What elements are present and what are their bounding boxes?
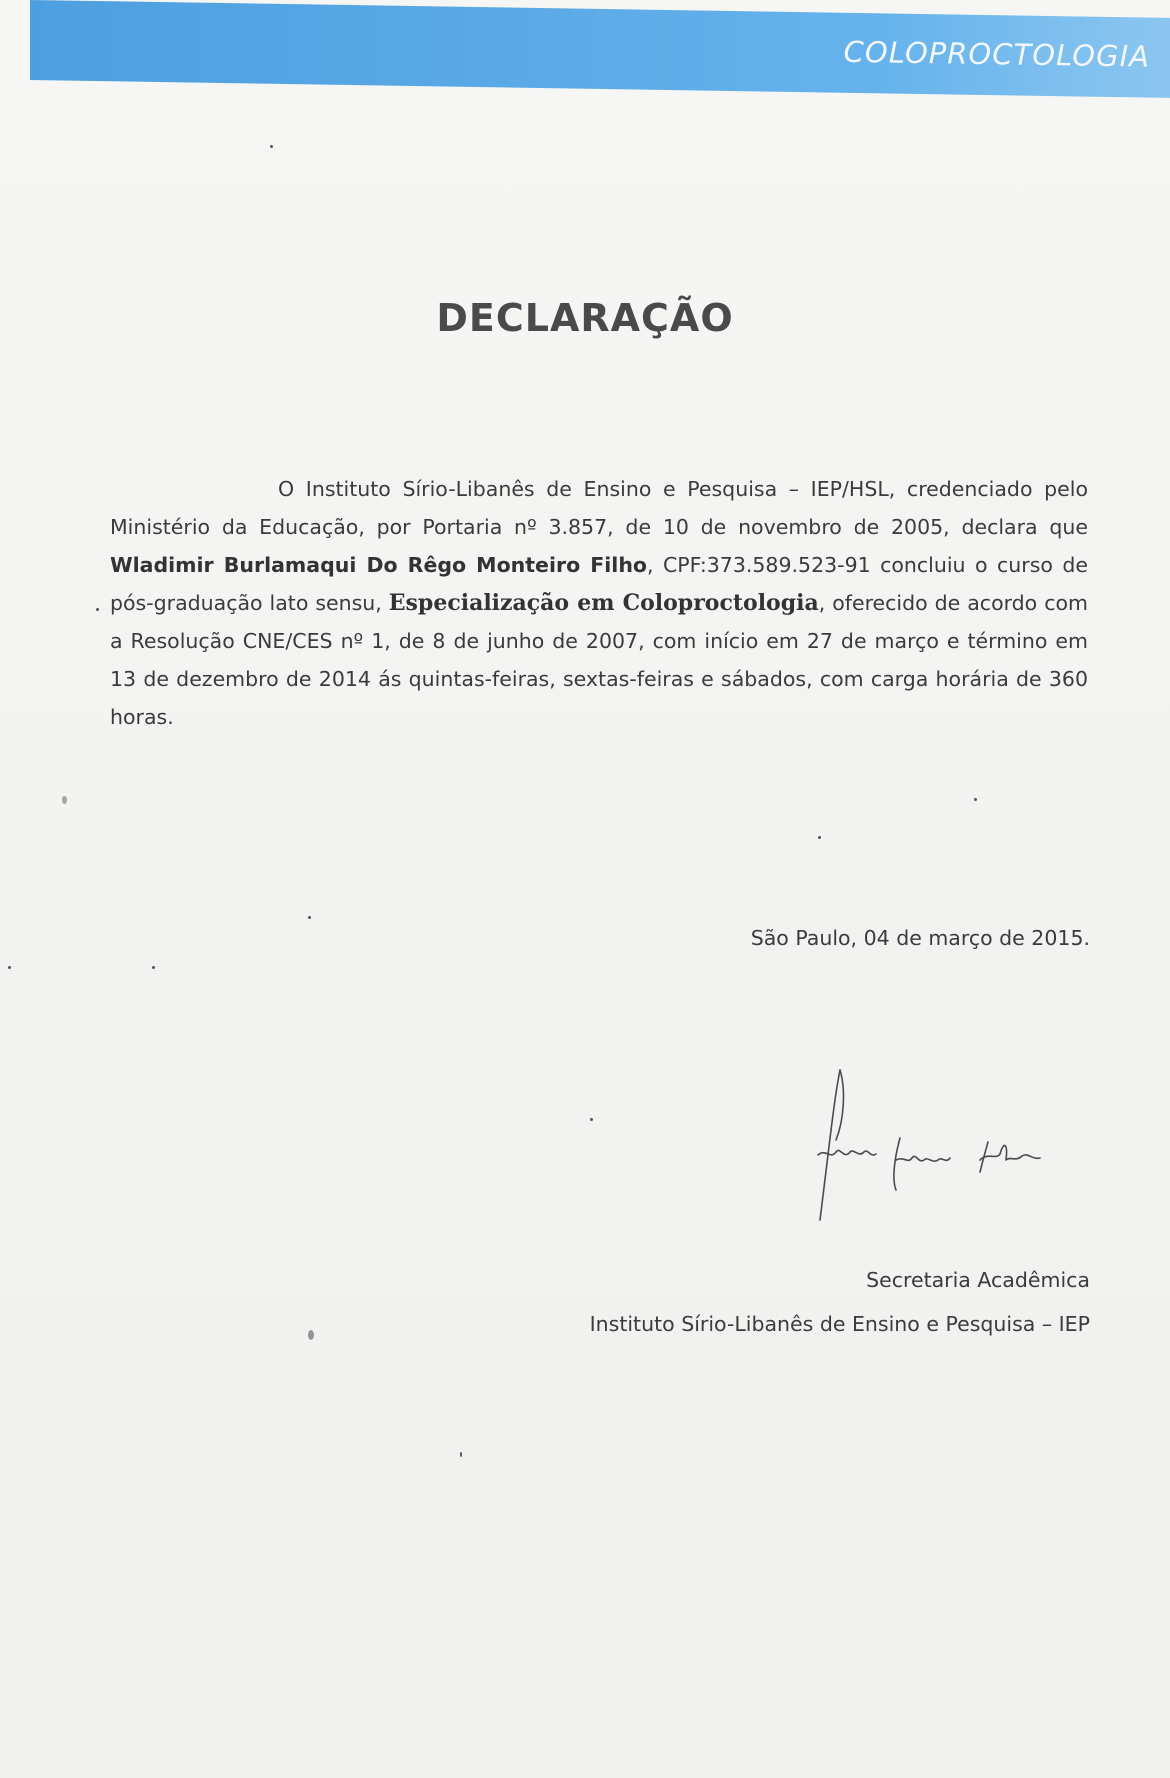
paper-speck bbox=[152, 966, 155, 969]
date-line: São Paulo, 04 de março de 2015. bbox=[750, 926, 1090, 950]
paper-speck bbox=[590, 1118, 593, 1121]
paper-speck bbox=[460, 1452, 462, 1457]
paragraph-intro: O Instituto Sírio-Libanês de Ensino e Pesquisa – IEP/HSL, credenciado pelo Ministério da Educação, por Portaria nº 3.857, de 10 de novembro de 2005, declara que bbox=[110, 477, 1088, 539]
signer-institution: Instituto Sírio-Libanês de Ensino e Pesquisa – IEP bbox=[589, 1312, 1090, 1336]
paper-speck bbox=[308, 1330, 314, 1340]
document-title: DECLARAÇÃO bbox=[436, 296, 734, 340]
paper-speck bbox=[818, 836, 821, 839]
handwritten-signature bbox=[800, 1060, 1100, 1230]
paper-speck bbox=[974, 798, 977, 801]
paper-speck bbox=[308, 916, 311, 919]
course-name: Especialização em Coloproctologia bbox=[388, 590, 819, 616]
paper-speck bbox=[62, 796, 67, 804]
paper-speck bbox=[270, 145, 273, 148]
paragraph-rest: , oferecido de acordo com a Resolução CNE/CES nº 1, de 8 de junho de 2007, com início em 27 de março e término em 13 de dezembro de 2014 ás quintas-feiras, sextas-feiras e sábados, com carga horária de 360 horas. bbox=[110, 591, 1088, 729]
declaration-paragraph bbox=[110, 470, 1088, 736]
paragraph-cpf: , CPF:373.589.523-91 concluiu o curso de pós-graduação lato sensu, bbox=[110, 553, 1088, 615]
paper-speck bbox=[8, 966, 11, 969]
header-title: COLOPROCTOLOGIA bbox=[843, 34, 1150, 74]
signer-role: Secretaria Acadêmica bbox=[866, 1268, 1090, 1292]
header-band bbox=[30, 0, 1170, 98]
recipient-name: Wladimir Burlamaqui Do Rêgo Monteiro Filho bbox=[110, 553, 647, 577]
paper-speck bbox=[96, 608, 99, 611]
signer-block bbox=[590, 1258, 1090, 1346]
